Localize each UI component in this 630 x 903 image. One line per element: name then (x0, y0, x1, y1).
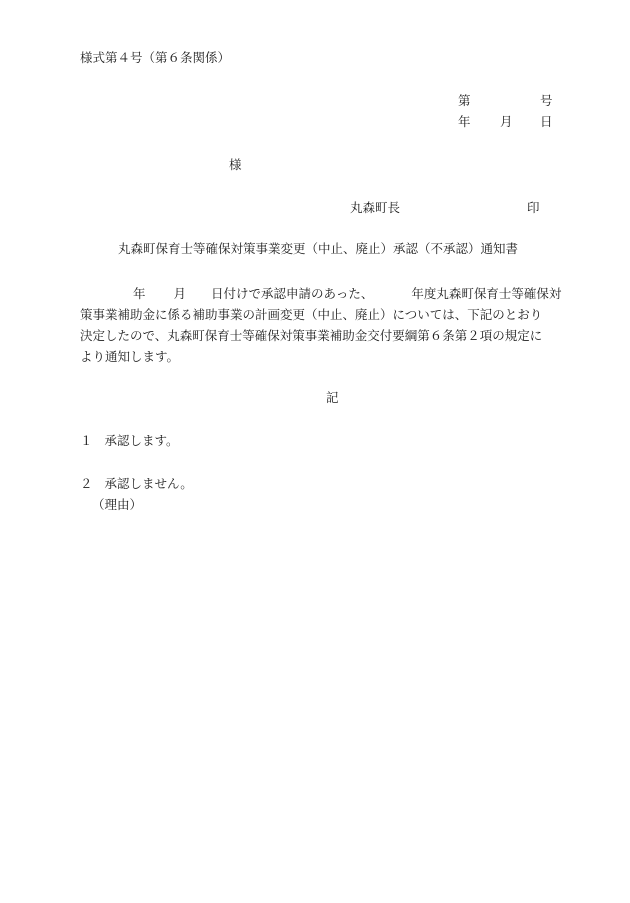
date-year: 年 (458, 114, 471, 129)
form-label: 様式第４号（第６条関係） (80, 50, 231, 65)
body-fiscal-year-text: 年度丸森町保育士等確保対 (411, 286, 562, 301)
seal-mark: 印 (527, 200, 540, 215)
list-item (80, 476, 193, 492)
body-month: 月 (173, 286, 187, 301)
list-item (80, 433, 179, 449)
body-line-2: 策事業補助金に係る補助事業の計画変更（中止、廃止）については、下記のとおり (80, 307, 543, 322)
item-number: １ (80, 433, 93, 448)
item-number: ２ (80, 476, 93, 491)
note-heading: 記 (326, 390, 339, 405)
date-day: 日 (540, 114, 553, 129)
body-line-4: より通知します。 (80, 349, 180, 364)
addressee-suffix: 様 (229, 157, 242, 172)
body-day-text: 日付けで承認申請のあった、 (211, 286, 374, 301)
body-year: 年 (133, 286, 146, 301)
body-paragraph (80, 283, 580, 367)
issuer-title: 丸森町長 (350, 200, 401, 215)
reason-label: （理由） (92, 497, 143, 512)
item-text: 承認します。 (104, 433, 179, 448)
document-number-prefix: 第 (458, 93, 471, 108)
document-title: 丸森町保育士等確保対策事業変更（中止、廃止）承認（不承認）通知書 (118, 241, 519, 256)
date-month: 月 (500, 114, 513, 129)
body-line-3: 決定したので、丸森町保育士等確保対策事業補助金交付要綱第６条第２項の規定に (80, 328, 543, 343)
document-number-suffix: 号 (540, 93, 553, 108)
body-line-1 (80, 283, 580, 304)
item-text: 承認しません。 (104, 476, 193, 491)
